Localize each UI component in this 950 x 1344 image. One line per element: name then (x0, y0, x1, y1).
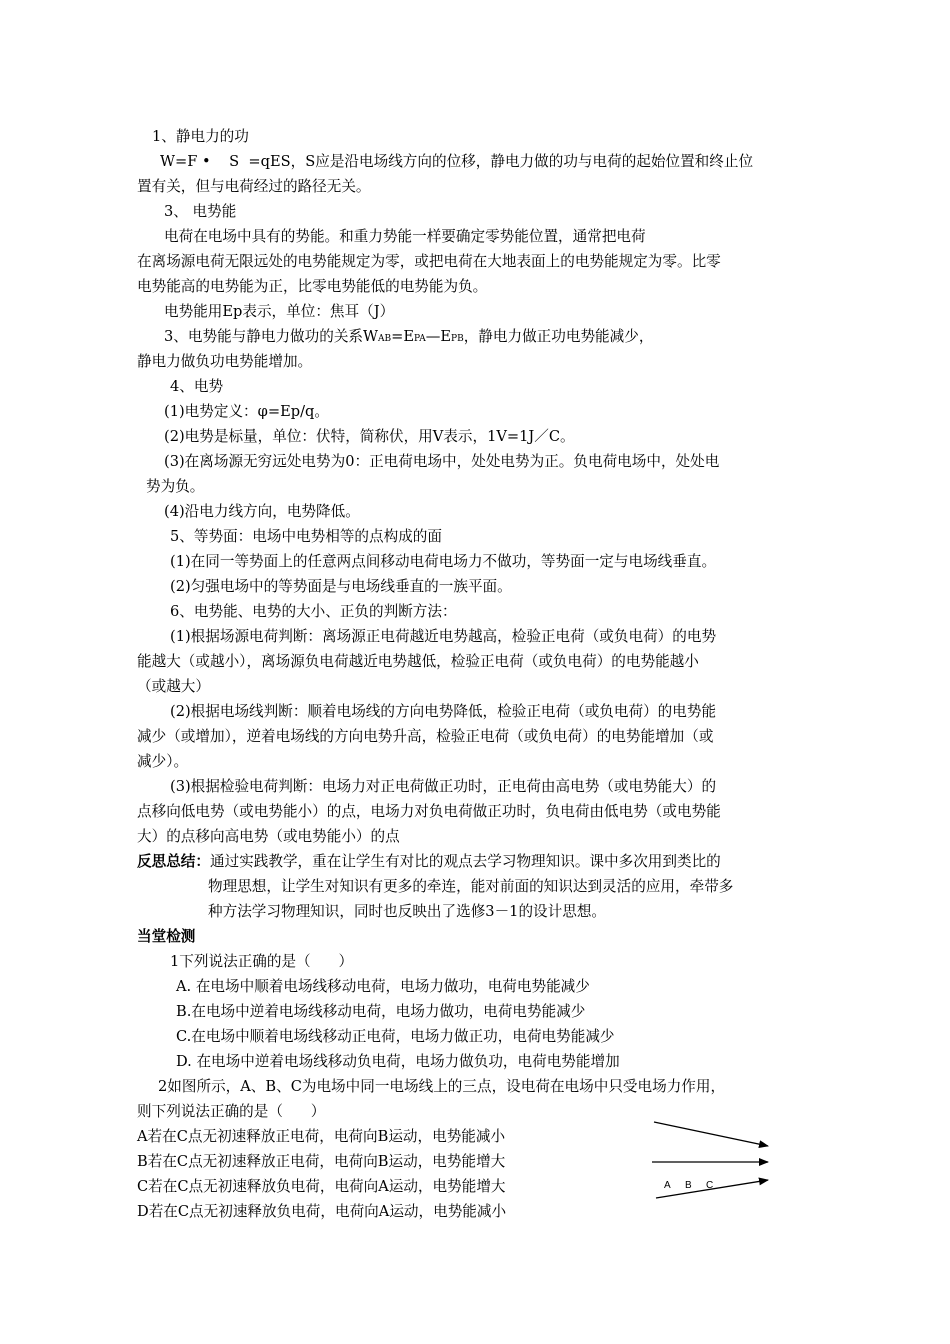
text-line: (2)电势是标量，单位：伏特，简称伏，用V表示，1V=1J／C。 (164, 428, 575, 445)
text-line: 静电力做负功电势能增加。 (137, 353, 313, 370)
option-b: B若在C点无初速释放正电荷，电荷向B运动，电势能增大 (137, 1153, 506, 1170)
reflection-line (137, 852, 721, 872)
option-c: C若在C点无初速释放负电荷，电荷向A运动，电势能增大 (137, 1178, 506, 1195)
reflection-label: 反思总结： (137, 853, 210, 870)
point-b-label: B (685, 1180, 692, 1191)
text-line: 物理思想，让学生对知识有更多的牵连，能对前面的知识达到灵活的应用，牵带多 (208, 878, 734, 895)
option-a: A若在C点无初速释放正电荷，电荷向B运动，电势能减小 (137, 1128, 506, 1145)
text-line: (1)在同一等势面上的任意两点间移动电荷电场力不做功，等势面一定与电场线垂直。 (170, 553, 717, 570)
relation-text: —E (425, 328, 452, 345)
option-d: D. 在电场中逆着电场线移动负电荷，电场力做负功，电荷电势能增加 (176, 1053, 620, 1070)
question-2: 2如图所示，A、B、C为电场中同一电场线上的三点，设电荷在电场中只受电场力作用， (158, 1078, 726, 1095)
field-lines-figure (648, 1112, 778, 1202)
subscript: AB (378, 334, 392, 344)
text-line: 种方法学习物理知识，同时也反映出了选修3－1的设计思想。 (208, 903, 607, 920)
field-line-top (654, 1122, 768, 1146)
text-line: (3)根据检验电荷判断：电场力对正电荷做正功时，正电荷由高电势（或电势能大）的 (170, 778, 717, 795)
text-line: (1)根据场源电荷判断：离场源正电荷越近电势越高，检验正电荷（或负电荷）的电势 (170, 628, 717, 645)
point-a-label: A (664, 1180, 671, 1191)
text-line: 电势能高的电势能为正，比零电势能低的电势能为负。 (137, 278, 488, 295)
point-c-label: C (706, 1180, 714, 1191)
heading-judgement: 6、电势能、电势的大小、正负的判断方法： (170, 603, 457, 620)
text-line: 电荷在电场中具有的势能。和重力势能一样要确定零势能位置，通常把电荷 (164, 228, 646, 245)
text-line: 大）的点移向高电势（或电势能小）的点 (137, 828, 400, 845)
text-line: (1)电势定义：φ=Ep/q。 (164, 403, 329, 420)
question-1: 1下列说法正确的是（ ） (170, 953, 354, 970)
subscript: PB (451, 334, 464, 344)
text-line: W=F • S =qES，S应是沿电场线方向的位移，静电力做的功与电荷的起始位置和终止位 (160, 153, 754, 170)
text-line: 电势能用Ep表示，单位：焦耳（J） (164, 303, 395, 320)
text-line: (4)沿电力线方向，电势降低。 (164, 503, 360, 520)
heading-work: 1、静电力的功 (152, 128, 249, 145)
text-line: 能越大（或越小），离场源负电荷越近电势越低，检验正电荷（或负电荷）的电势能越小 (137, 653, 699, 670)
text-line: 减少（或增加），逆着电场线的方向电势升高，检验正电荷（或负电荷）的电势能增加（或 (137, 728, 714, 745)
section-title-in-class-test: 当堂检测 (137, 928, 196, 945)
text-line: (2)根据电场线判断：顺着电场线的方向电势降低，检验正电荷（或负电荷）的电势能 (170, 703, 717, 720)
text-line: 在离场源电荷无限远处的电势能规定为零，或把电荷在大地表面上的电势能规定为零。比零 (137, 253, 721, 270)
relation-text: =E (391, 328, 415, 345)
heading-equipotential: 5、等势面：电场中电势相等的点构成的面 (170, 528, 442, 545)
text-line: 点移向低电势（或电势能小）的点，电场力对负电荷做正功时，负电荷由低电势（或电势能 (137, 803, 721, 820)
option-c: C.在电场中顺着电场线移动正电荷，电场力做正功，电荷电势能减少 (176, 1028, 615, 1045)
option-d: D若在C点无初速释放负电荷，电荷向A运动，电势能减小 (137, 1203, 507, 1220)
text-line: 势为负。 (146, 478, 205, 495)
heading-potential: 4、电势 (170, 378, 224, 395)
text-line: 置有关，但与电荷经过的路径无关。 (137, 178, 371, 195)
heading-potential-energy: 3、 电势能 (164, 203, 237, 220)
option-a: A. 在电场中顺着电场线移动电荷，电场力做功，电荷电势能减少 (176, 978, 590, 995)
text-line: (3)在离场源无穷远处电势为0：正电荷电场中，处处电势为正。负电荷电场中，处处电 (164, 453, 720, 470)
relation-text: 3、电势能与静电力做功的关系W (164, 328, 379, 345)
text-line-relation (164, 327, 653, 349)
text-line: (2)匀强电场中的等势面是与电场线垂直的一族平面。 (170, 578, 512, 595)
reflection-text: 通过实践教学，重在让学生有对比的观点去学习物理知识。课中多次用到类比的 (209, 853, 721, 870)
text-line: 则下列说法正确的是（ ） (137, 1103, 326, 1120)
subscript: PA (414, 334, 426, 344)
text-line: 减少）。 (137, 753, 189, 770)
relation-text: ，静电力做正功电势能减少， (463, 328, 654, 345)
text-line: （或越大） (137, 678, 210, 695)
option-b: B.在电场中逆着电场线移动电荷，电场力做功，电荷电势能减少 (176, 1003, 586, 1020)
